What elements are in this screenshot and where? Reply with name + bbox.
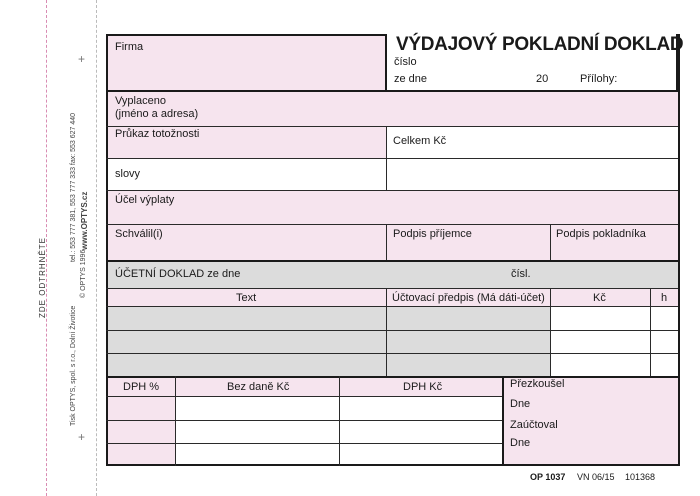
vyplaceno-label: Vyplaceno (115, 95, 166, 107)
form-number: 101368 (625, 472, 656, 482)
perforation-line (96, 0, 97, 496)
schvalil-label: Schválil(i) (115, 228, 163, 240)
dne2-label: Dne (510, 437, 531, 449)
cisl-label: čísl. (511, 268, 531, 280)
form-version: VN 06/15 (577, 472, 615, 482)
celkem-label: Celkem Kč (393, 135, 447, 147)
col-text: Text (236, 292, 257, 304)
year-label: 20 (536, 73, 549, 85)
receipt-form (106, 34, 684, 466)
printer-info: Tisk OPTYS, spol. s r.o., Dolní Životice (70, 305, 77, 426)
printer-copyright: © OPTYS 1996 (80, 249, 87, 298)
podpis-prijemce-label: Podpis příjemce (393, 228, 472, 240)
prilohy-label: Přílohy: (580, 73, 618, 85)
bez-dane-label: Bez daně Kč (227, 381, 290, 393)
cislo-label: číslo (394, 56, 417, 68)
form-title: VÝDAJOVÝ POKLADNÍ DOKLAD (396, 34, 684, 55)
printer-web: www.OPTYS.cz (80, 191, 89, 250)
prukaz-label: Průkaz totožnosti (115, 128, 200, 140)
registration-mark: + (78, 52, 86, 66)
registration-mark: + (78, 430, 86, 444)
printer-contact: tel.: 553 777 381, 553 777 333 fax: 553 627 440 (70, 112, 77, 262)
col-predpis: Účtovací předpis (Má dáti-účet) (392, 292, 545, 304)
ze-dne-label: ze dne (394, 73, 428, 85)
zauctoval-label: Zaúčtoval (510, 419, 558, 431)
dph-pct-label: DPH % (123, 381, 160, 393)
podpis-pokladnika-label: Podpis pokladníka (556, 228, 646, 240)
form-code: OP 1037 (530, 472, 566, 482)
ucel-label: Účel výplaty (115, 194, 175, 206)
dne1-label: Dne (510, 398, 531, 410)
col-h: h (661, 292, 668, 304)
ucetni-doklad-label: ÚČETNÍ DOKLAD ze dne (115, 268, 241, 280)
dph-kc-label: DPH Kč (403, 381, 443, 393)
prezkousel-label: Přezkoušel (510, 378, 565, 390)
vyplaceno-sublabel: (jméno a adresa) (115, 108, 199, 120)
firma-label: Firma (115, 41, 144, 53)
col-kc: Kč (593, 292, 606, 304)
slovy-label: slovy (115, 168, 141, 180)
cut-here-label: ZDE ODTRHNĚTE (38, 237, 47, 318)
